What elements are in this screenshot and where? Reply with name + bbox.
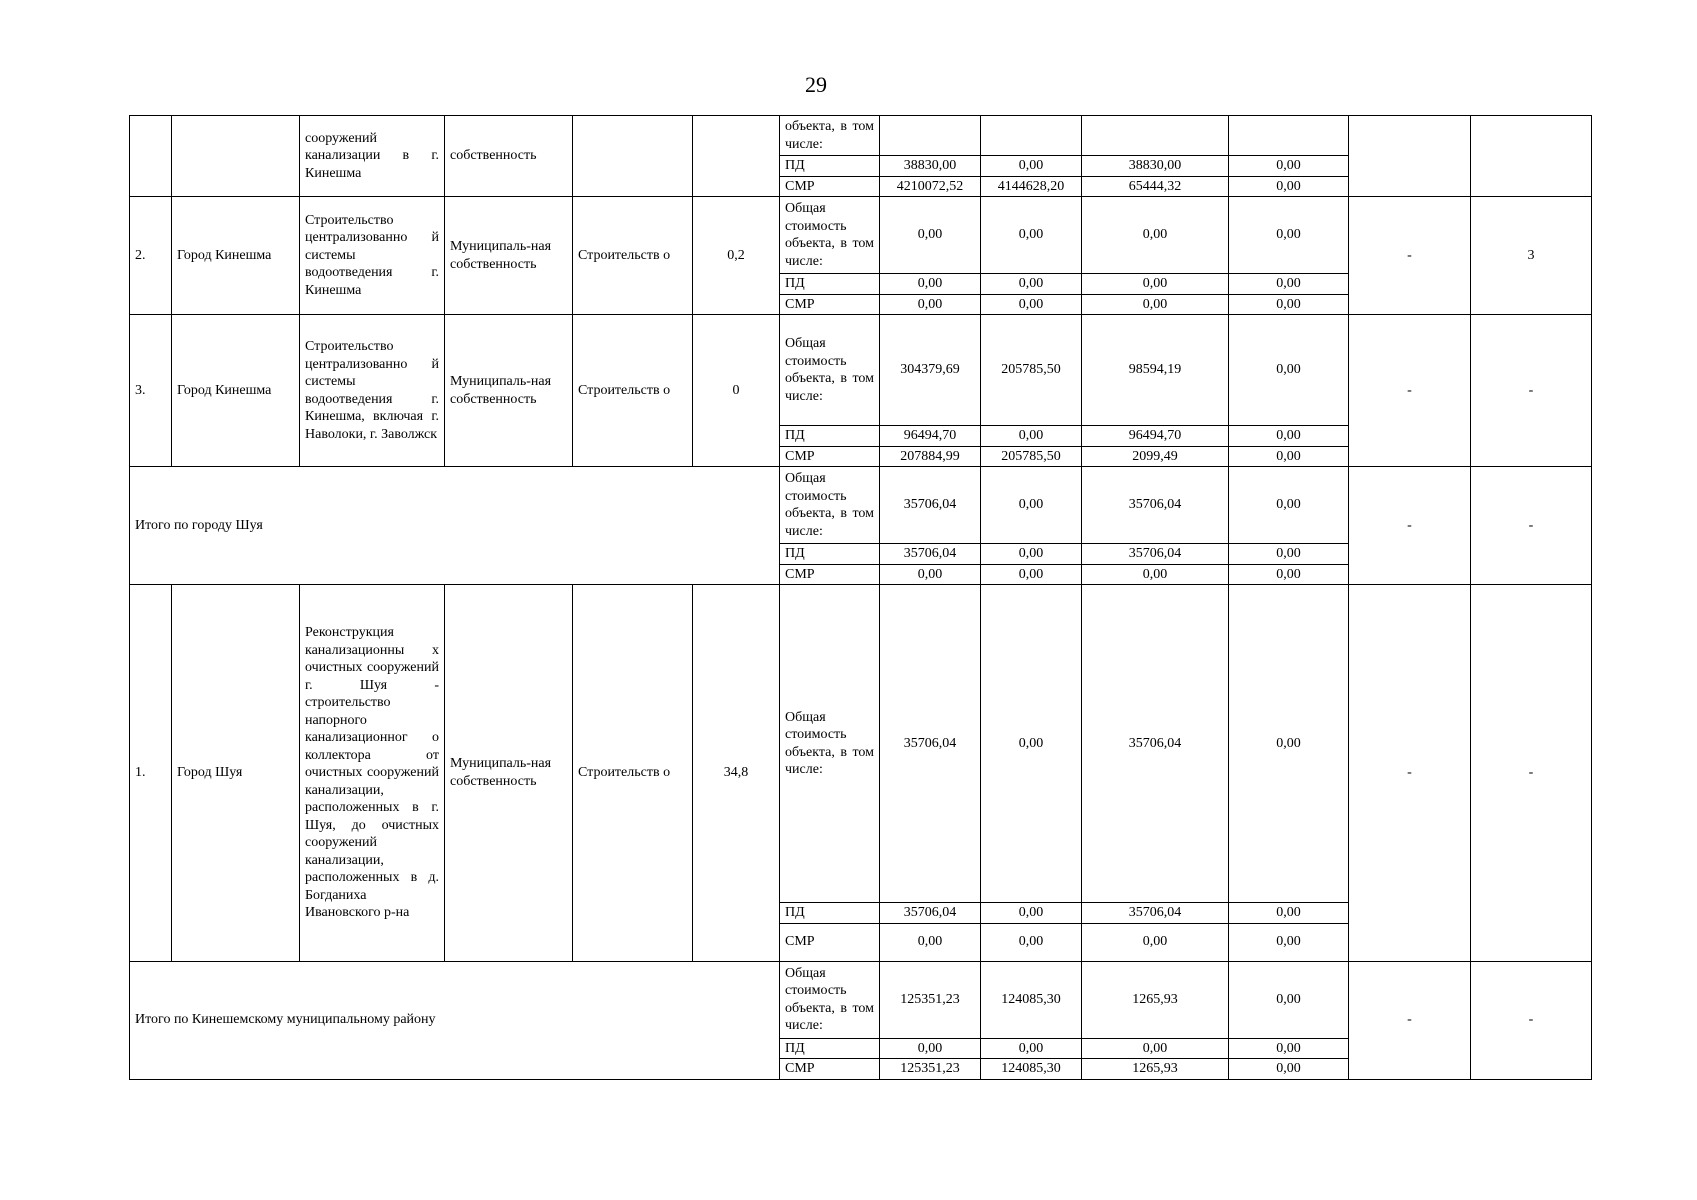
value-cell: 0,00: [1082, 923, 1229, 961]
value-cell: 0,00: [1229, 585, 1349, 903]
smr-label: СМР: [780, 1059, 880, 1080]
value-cell: 1265,93: [1082, 1059, 1229, 1080]
value-cell: 0,00: [1229, 961, 1349, 1038]
value-cell: 0,00: [981, 467, 1082, 544]
value-cell: 0,00: [1082, 564, 1229, 585]
type-cell: Строительств о: [573, 197, 693, 315]
value-cell: 124085,30: [981, 1059, 1082, 1080]
capacity-cell: [693, 116, 780, 197]
table-row: [130, 585, 1592, 903]
value-cell: 38830,00: [880, 156, 981, 177]
num-cell: 2.: [130, 197, 172, 315]
value-cell: 0,00: [1082, 1038, 1229, 1059]
investment-table: [129, 115, 1592, 1080]
municipality-cell: Город Кинешма: [172, 315, 300, 467]
value-cell: 35706,04: [1082, 903, 1229, 924]
value-cell: 0,00: [1229, 176, 1349, 197]
subtotal-label: Итого по городу Шуя: [130, 467, 780, 585]
value-cell: [981, 116, 1082, 156]
object-name-cell: Реконструкция канализационны х очистных сооружений г. Шуя - строительство напорного канализационног о коллектора от очистных сооружений канализации, расположенных в г. Шуя, до очистных сооружений канализации, расположенных в д. Богданиха Ивановского р-на: [300, 585, 445, 962]
capacity-cell: 0,2: [693, 197, 780, 315]
value-cell: 98594,19: [1082, 315, 1229, 426]
pd-label: ПД: [780, 544, 880, 565]
value-cell: 0,00: [981, 564, 1082, 585]
col-a-cell: -: [1349, 315, 1471, 467]
value-cell: 0,00: [880, 274, 981, 295]
total-cost-label: Общая стоимость объекта, в том числе:: [780, 961, 880, 1038]
object-name-cell: сооружений канализации в г. Кинешма: [300, 116, 445, 197]
col-b-cell: -: [1471, 585, 1592, 962]
value-cell: 0,00: [880, 1038, 981, 1059]
pd-label: ПД: [780, 274, 880, 295]
value-cell: 96494,70: [1082, 426, 1229, 447]
value-cell: 0,00: [1082, 197, 1229, 274]
capacity-cell: 0: [693, 315, 780, 467]
table-row: [130, 467, 1592, 544]
col-a-cell: -: [1349, 585, 1471, 962]
total-cost-label: Общая стоимость объекта, в том числе:: [780, 315, 880, 426]
value-cell: 35706,04: [880, 544, 981, 565]
col-a-cell: -: [1349, 467, 1471, 585]
municipality-cell: [172, 116, 300, 197]
value-cell: 35706,04: [880, 585, 981, 903]
value-cell: 207884,99: [880, 446, 981, 467]
smr-label: СМР: [780, 176, 880, 197]
value-cell: [880, 116, 981, 156]
value-cell: 0,00: [1229, 197, 1349, 274]
value-cell: 0,00: [880, 294, 981, 315]
total-cost-label: объекта, в том числе:: [780, 116, 880, 156]
value-cell: 0,00: [1082, 274, 1229, 295]
value-cell: 0,00: [1229, 1038, 1349, 1059]
col-b-cell: -: [1471, 961, 1592, 1079]
value-cell: 0,00: [1229, 903, 1349, 924]
object-name-cell: Строительство централизованно й системы водоотведения г. Кинешма, включая г. Наволоки, г. Заволжск: [300, 315, 445, 467]
value-cell: 0,00: [981, 156, 1082, 177]
table-row: [130, 315, 1592, 426]
smr-label: СМР: [780, 294, 880, 315]
table-row: [130, 197, 1592, 274]
value-cell: 35706,04: [880, 467, 981, 544]
value-cell: 205785,50: [981, 315, 1082, 426]
value-cell: 35706,04: [1082, 544, 1229, 565]
ownership-cell: собственность: [445, 116, 573, 197]
value-cell: 125351,23: [880, 1059, 981, 1080]
value-cell: 0,00: [981, 544, 1082, 565]
value-cell: 0,00: [1229, 294, 1349, 315]
type-cell: [573, 116, 693, 197]
value-cell: 0,00: [1229, 564, 1349, 585]
value-cell: 65444,32: [1082, 176, 1229, 197]
value-cell: 0,00: [1229, 467, 1349, 544]
num-cell: [130, 116, 172, 197]
value-cell: 0,00: [1229, 923, 1349, 961]
value-cell: 125351,23: [880, 961, 981, 1038]
num-cell: 1.: [130, 585, 172, 962]
table-row: [130, 116, 1592, 156]
total-cost-label: Общая стоимость объекта, в том числе:: [780, 197, 880, 274]
value-cell: 0,00: [880, 197, 981, 274]
value-cell: 0,00: [981, 197, 1082, 274]
value-cell: 124085,30: [981, 961, 1082, 1038]
value-cell: 0,00: [981, 585, 1082, 903]
col-b-cell: 3: [1471, 197, 1592, 315]
type-cell: Строительств о: [573, 585, 693, 962]
pd-label: ПД: [780, 903, 880, 924]
col-b-cell: [1471, 116, 1592, 197]
value-cell: 35706,04: [880, 903, 981, 924]
value-cell: 96494,70: [880, 426, 981, 447]
pd-label: ПД: [780, 426, 880, 447]
value-cell: 4144628,20: [981, 176, 1082, 197]
smr-label: СМР: [780, 923, 880, 961]
type-cell: Строительств о: [573, 315, 693, 467]
smr-label: СМР: [780, 564, 880, 585]
ownership-cell: Муниципаль-ная собственность: [445, 197, 573, 315]
col-b-cell: -: [1471, 315, 1592, 467]
subtotal-label: Итого по Кинешемскому муниципальному району: [130, 961, 780, 1079]
ownership-cell: Муниципаль-ная собственность: [445, 585, 573, 962]
num-cell: 3.: [130, 315, 172, 467]
value-cell: 0,00: [880, 564, 981, 585]
value-cell: 0,00: [1229, 446, 1349, 467]
value-cell: 0,00: [1082, 294, 1229, 315]
capacity-cell: 34,8: [693, 585, 780, 962]
value-cell: 0,00: [1229, 426, 1349, 447]
total-cost-label: Общая стоимость объекта, в том числе:: [780, 585, 880, 903]
col-a-cell: -: [1349, 197, 1471, 315]
table-row: [130, 961, 1592, 1038]
value-cell: 35706,04: [1082, 467, 1229, 544]
object-name-cell: Строительство централизованно й системы водоотведения г. Кинешма: [300, 197, 445, 315]
value-cell: 0,00: [1229, 315, 1349, 426]
pd-label: ПД: [780, 1038, 880, 1059]
col-b-cell: -: [1471, 467, 1592, 585]
value-cell: 35706,04: [1082, 585, 1229, 903]
value-cell: 0,00: [1229, 274, 1349, 295]
ownership-cell: Муниципаль-ная собственность: [445, 315, 573, 467]
value-cell: 0,00: [981, 903, 1082, 924]
smr-label: СМР: [780, 446, 880, 467]
value-cell: 0,00: [981, 426, 1082, 447]
value-cell: 0,00: [981, 1038, 1082, 1059]
page-number: 29: [805, 72, 827, 97]
pd-label: ПД: [780, 156, 880, 177]
total-cost-label: Общая стоимость объекта, в том числе:: [780, 467, 880, 544]
col-a-cell: [1349, 116, 1471, 197]
value-cell: 38830,00: [1082, 156, 1229, 177]
value-cell: 0,00: [1229, 156, 1349, 177]
value-cell: 0,00: [981, 274, 1082, 295]
value-cell: 1265,93: [1082, 961, 1229, 1038]
value-cell: 0,00: [880, 923, 981, 961]
municipality-cell: Город Кинешма: [172, 197, 300, 315]
value-cell: 4210072,52: [880, 176, 981, 197]
value-cell: [1229, 116, 1349, 156]
col-a-cell: -: [1349, 961, 1471, 1079]
value-cell: 205785,50: [981, 446, 1082, 467]
value-cell: 0,00: [981, 923, 1082, 961]
value-cell: 0,00: [981, 294, 1082, 315]
value-cell: 0,00: [1229, 544, 1349, 565]
value-cell: [1082, 116, 1229, 156]
value-cell: 304379,69: [880, 315, 981, 426]
value-cell: 0,00: [1229, 1059, 1349, 1080]
value-cell: 2099,49: [1082, 446, 1229, 467]
municipality-cell: Город Шуя: [172, 585, 300, 962]
